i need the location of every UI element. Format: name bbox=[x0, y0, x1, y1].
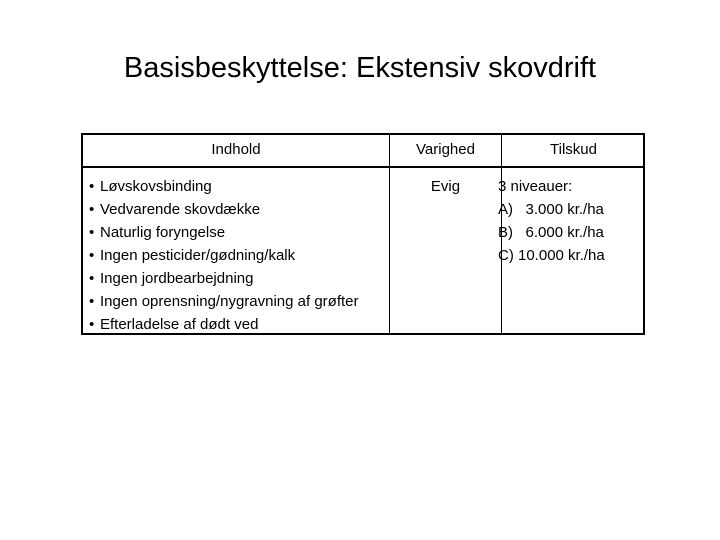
slide-title: Basisbeskyttelse: Ekstensiv skovdrift bbox=[123, 52, 597, 84]
list-item: • Efterladelse af dødt ved bbox=[89, 313, 387, 336]
list-item: • Vedvarende skovdække bbox=[89, 198, 387, 221]
list-item: • Ingen oprensning/nygravning af grøfter bbox=[89, 290, 387, 313]
list-item: • Ingen jordbearbejdning bbox=[89, 267, 387, 290]
column-header-varighed: Varighed bbox=[416, 141, 475, 158]
indhold-list bbox=[89, 175, 387, 336]
content-table bbox=[81, 133, 645, 335]
column-header-tilskud: Tilskud bbox=[550, 141, 597, 158]
column-divider bbox=[389, 135, 390, 333]
tilskud-line: C) 10.000 kr./ha bbox=[498, 247, 605, 264]
tilskud-line: B) 6.000 kr./ha bbox=[498, 224, 604, 241]
list-item: • Ingen pesticider/gødning/kalk bbox=[89, 244, 387, 267]
header-divider bbox=[83, 166, 643, 168]
list-item: • Løvskovsbinding bbox=[89, 175, 387, 198]
tilskud-line: A) 3.000 kr./ha bbox=[498, 201, 604, 218]
varighed-value: Evig bbox=[430, 178, 461, 195]
indhold-cell bbox=[89, 175, 387, 336]
list-item: • Naturlig foryngelse bbox=[89, 221, 387, 244]
tilskud-cell bbox=[498, 175, 643, 267]
column-header-indhold: Indhold bbox=[211, 141, 261, 158]
tilskud-line: 3 niveauer: bbox=[498, 178, 573, 195]
